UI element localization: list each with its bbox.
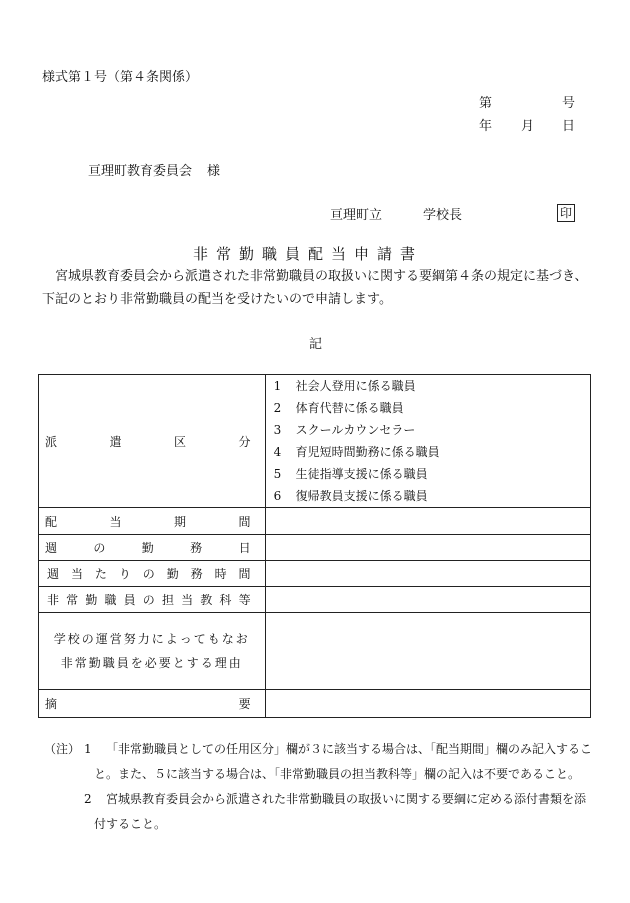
label-char: 務	[190, 567, 203, 581]
option-item	[266, 397, 590, 419]
label-char: 当	[109, 514, 122, 529]
label-char: の	[142, 567, 155, 581]
document-title: 非常勤職員配当申請書	[193, 245, 424, 263]
label-char: 務	[190, 541, 203, 555]
label-char: 日	[238, 541, 251, 555]
form-number: 様式第１号（第４条関係）	[42, 70, 199, 85]
addressee-name: 亘理町教育委員会	[88, 164, 193, 179]
option-number: 5	[273, 467, 282, 481]
row-weekday	[39, 535, 591, 561]
row-dispatch	[39, 375, 591, 508]
label-char: り	[118, 567, 131, 581]
date-year: 年	[479, 119, 493, 134]
applicant-school: 亘理町立	[330, 208, 383, 223]
option-item	[266, 463, 590, 485]
reason-line-2: 非常勤職員を必要とする理由	[60, 656, 243, 670]
option-number: 6	[273, 489, 282, 503]
note-1-number: 1	[84, 742, 92, 756]
date-day: 日	[562, 119, 576, 134]
addressee-honorific: 様	[207, 164, 221, 179]
option-number: 4	[273, 445, 282, 459]
option-text: 生徒指導支援に係る職員	[295, 467, 428, 481]
reason-field[interactable]	[265, 613, 590, 690]
label-reason	[39, 613, 266, 690]
notes-prefix: （注）	[44, 742, 81, 756]
label-char: 摘	[45, 697, 58, 711]
number-go: 号	[562, 96, 576, 111]
label-char: 配	[45, 514, 58, 529]
option-number: 1	[273, 379, 282, 393]
label-remarks	[39, 690, 266, 718]
row-period	[39, 508, 591, 535]
option-number: 2	[273, 401, 282, 415]
label-char: 勤	[166, 567, 179, 581]
label-char: の	[142, 593, 155, 607]
seal-mark: 印	[557, 204, 575, 222]
label-char: 等	[238, 593, 251, 607]
option-text: 復帰教員支援に係る職員	[295, 489, 428, 503]
row-hours	[39, 561, 591, 587]
label-period	[39, 508, 266, 535]
option-text: 育児短時間勤務に係る職員	[295, 445, 440, 459]
option-item	[266, 419, 590, 441]
label-char: 当	[181, 593, 194, 607]
label-char: 科	[219, 593, 232, 607]
applicant-principal: 学校長	[423, 208, 463, 223]
label-char: 派	[45, 434, 58, 449]
label-char: 区	[174, 434, 187, 449]
label-char: 間	[238, 514, 251, 529]
option-number: 3	[273, 423, 282, 437]
label-hours	[39, 561, 266, 587]
label-weekday	[39, 535, 266, 561]
label-char: 担	[161, 593, 174, 607]
row-reason	[39, 613, 591, 690]
row-remarks	[39, 690, 591, 718]
row-subject	[39, 587, 591, 613]
option-item	[266, 441, 590, 463]
reason-line-1: 学校の運営努力によってもなお	[53, 632, 250, 646]
note-2-line-2: 付すること。	[94, 817, 167, 831]
label-char: 非	[47, 593, 60, 607]
option-text: 社会人登用に係る職員	[295, 379, 416, 393]
label-char: 期	[174, 514, 187, 529]
application-table	[38, 374, 591, 718]
number-dai: 第	[479, 96, 493, 111]
note-2-line-1: 宮城県教育委員会から派遣された非常勤職員の取扱いに関する要綱に定める添付書類を添	[106, 792, 587, 806]
label-char: 常	[66, 593, 79, 607]
note-1-line-2: と。また、５に該当する場合は、「非常勤職員の担当教科等」欄の記入は不要であること。	[94, 767, 581, 781]
note-1-line-1: 「非常勤職員としての任用区分」欄が３に該当する場合は、「配当期間」欄のみ記入するこ	[106, 742, 593, 756]
label-char: 週	[47, 567, 60, 581]
label-char: 分	[238, 434, 251, 449]
label-dispatch	[39, 375, 266, 508]
hours-field[interactable]	[265, 561, 590, 587]
label-char: 教	[200, 593, 213, 607]
period-field[interactable]	[265, 508, 590, 535]
subject-field[interactable]	[265, 587, 590, 613]
option-item	[266, 485, 590, 507]
label-char: 時	[214, 567, 227, 581]
ki-label: 記	[309, 337, 323, 352]
label-char: の	[93, 541, 106, 555]
label-char: 勤	[85, 593, 98, 607]
option-item	[266, 375, 590, 397]
label-char: 職	[104, 593, 117, 607]
dispatch-options	[265, 375, 590, 508]
label-char: 員	[123, 593, 136, 607]
remarks-field[interactable]	[265, 690, 590, 718]
option-text: スクールカウンセラー	[295, 423, 416, 437]
label-char: 要	[238, 697, 251, 711]
label-char: 週	[45, 541, 58, 555]
label-subject	[39, 587, 266, 613]
label-char: 当	[70, 567, 83, 581]
option-text: 体育代替に係る職員	[295, 401, 404, 415]
label-char: た	[94, 567, 107, 581]
weekday-field[interactable]	[265, 535, 590, 561]
label-char: 遣	[109, 434, 122, 449]
date-month: 月	[521, 119, 535, 134]
label-char: 間	[238, 567, 251, 581]
body-text: 宮城県教育委員会から派遣された非常勤職員の取扱いに関する要綱第４条の規定に基づき、下記のとおり非常勤職員の配当を受けたいので申請します。	[42, 269, 588, 307]
label-char: 勤	[141, 541, 154, 555]
note-2-number: 2	[84, 792, 92, 806]
